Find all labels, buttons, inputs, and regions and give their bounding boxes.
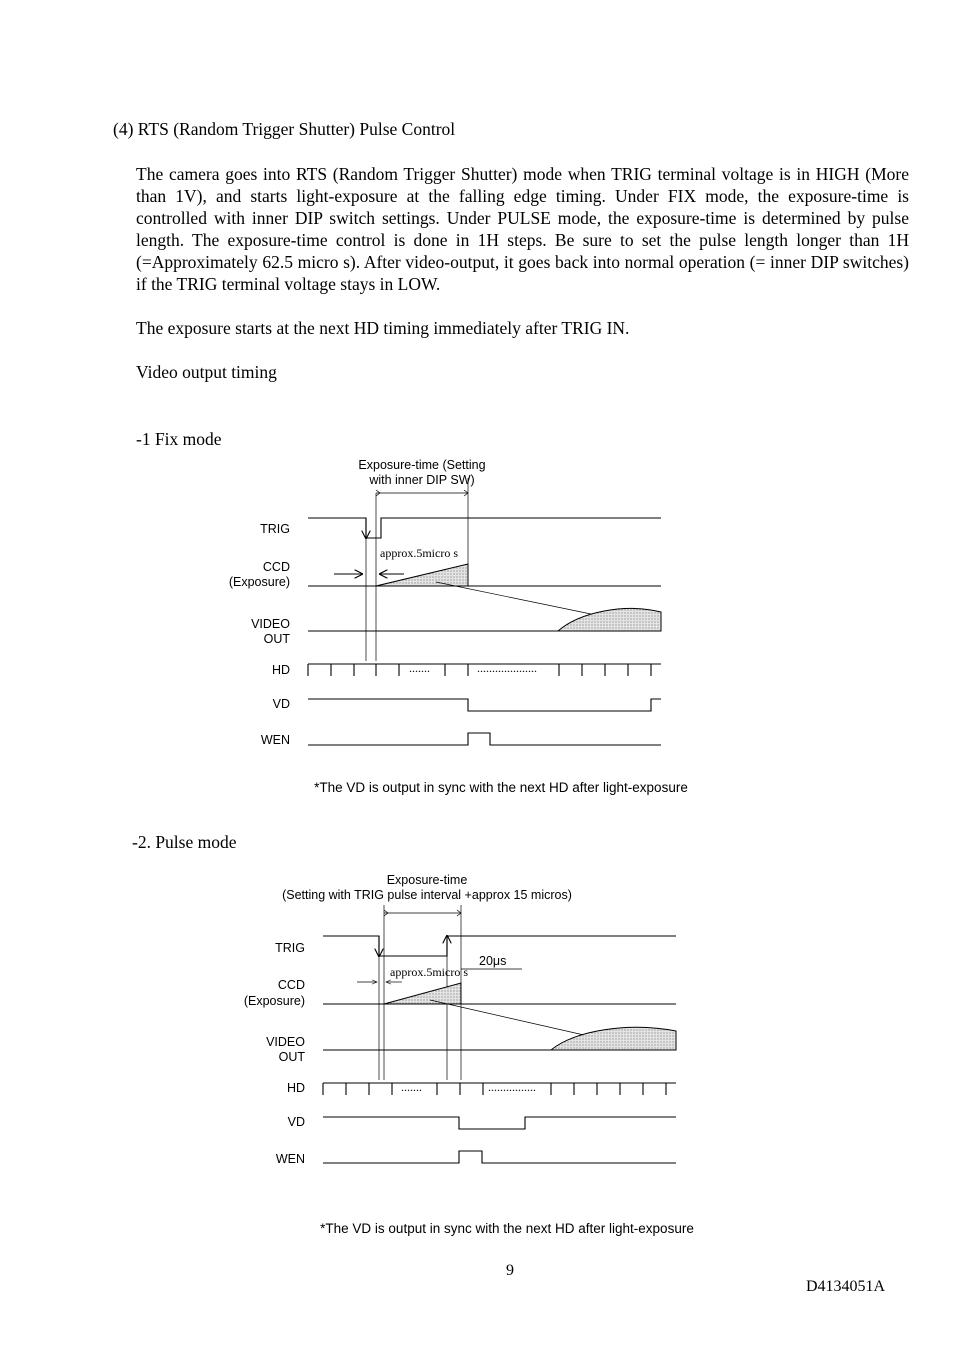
pulse-delay-label: approx.5micro s: [390, 965, 468, 979]
pulse-ccd-exposure-ramp: [384, 983, 461, 1004]
rts-description-paragraph: The camera goes into RTS (Random Trigger Shutter) mode when TRIG terminal voltage is in HIGH (More than 1V), and starts light-exposure at the falling edge timing. Under FIX mode, the exposure-time is controlled with inner DIP switch settings. Under PULSE mode, the exposure-time is determined by pulse length. The exposure-time control is done in 1H steps. Be sure to set the pulse length longer than 1H (=Approximately 62.5 micro s). After video-output, it goes back into normal operation (= inner DIP switches) if the TRIG terminal voltage stays in LOW.: [136, 164, 909, 294]
pulse-mode-heading: -2. Pulse mode: [132, 832, 237, 852]
fix-exposure-label-line1: Exposure-time (Setting: [358, 458, 486, 472]
fix-ccd-exposure-ramp: [376, 564, 468, 586]
pulse-exposure-label-line2: (Setting with TRIG pulse interval +approx 15 micros): [282, 888, 572, 902]
pulse-video-label-line2: OUT: [278, 1050, 305, 1064]
exposure-start-text: The exposure starts at the next HD timing immediately after TRIG IN.: [136, 318, 630, 338]
pulse-mode-diagram: [244, 873, 694, 1236]
pulse-exposure-arrow-right: [457, 910, 461, 913]
pulse-ccd-label-line2: (Exposure): [243, 994, 305, 1008]
pulse-hd-dots-2: ................: [488, 1080, 536, 1094]
fix-mode-heading: -1 Fix mode: [136, 429, 222, 449]
fix-mode-diagram: [229, 458, 688, 795]
pulse-wen-label: WEN: [275, 1152, 305, 1166]
video-output-timing-heading: Video output timing: [136, 362, 277, 382]
section-heading: (4) RTS (Random Trigger Shutter) Pulse Control: [113, 119, 456, 139]
pulse-exposure-arrow-left-b: [384, 913, 388, 916]
page-number: 9: [506, 1262, 514, 1279]
pulse-hd-dots-1: .......: [401, 1080, 422, 1094]
fix-hd-dots-1: .......: [409, 661, 430, 675]
fix-vd-waveform: [308, 699, 661, 711]
fix-exposure-label-line2: with inner DIP SW): [369, 473, 475, 487]
pulse-exposure-arrow-left: [384, 910, 388, 913]
pulse-video-output-shape: [551, 1027, 676, 1050]
fix-exposure-arrow-right: [464, 490, 468, 493]
fix-delay-label: approx.5micro s: [380, 546, 458, 560]
pulse-wen-waveform: [323, 1151, 676, 1163]
pulse-caption: *The VD is output in sync with the next HD after light-exposure: [320, 1221, 694, 1236]
fix-hd-label: HD: [271, 663, 290, 677]
document-number: D4134051A: [806, 1278, 886, 1295]
fix-wen-waveform: [308, 733, 661, 745]
fix-caption: *The VD is output in sync with the next HD after light-exposure: [314, 780, 688, 795]
fix-exposure-arrow-left: [376, 490, 380, 493]
fix-ccd-label-line2: (Exposure): [228, 575, 290, 589]
pulse-hd-label: HD: [286, 1081, 305, 1095]
pulse-trig-waveform: [323, 936, 676, 956]
fix-hd-dots-2: ....................: [477, 661, 537, 675]
fix-exposure-arrow-left-b: [376, 493, 380, 496]
fix-ccd-label-line1: CCD: [262, 560, 290, 574]
fix-exposure-arrow-right-b: [464, 493, 468, 496]
fix-trig-waveform: [308, 518, 661, 538]
pulse-vd-waveform: [323, 1117, 676, 1129]
pulse-exposure-arrow-right-b: [457, 913, 461, 916]
fix-video-label-line1: VIDEO: [251, 617, 290, 631]
pulse-exposure-label-line1: Exposure-time: [386, 873, 468, 887]
fix-trig-label: TRIG: [260, 522, 290, 536]
pulse-transfer-arrow: [430, 1000, 606, 1040]
fix-wen-label: WEN: [260, 733, 290, 747]
fix-video-output-shape: [558, 608, 661, 631]
pulse-trig-label: TRIG: [275, 941, 305, 955]
fix-vd-label: VD: [272, 697, 290, 711]
fix-video-label-line2: OUT: [263, 632, 290, 646]
pulse-video-label-line1: VIDEO: [266, 1035, 305, 1049]
pulse-width-label: 20μs: [479, 954, 507, 968]
pulse-vd-label: VD: [287, 1115, 305, 1129]
pulse-ccd-label-line1: CCD: [277, 978, 305, 992]
